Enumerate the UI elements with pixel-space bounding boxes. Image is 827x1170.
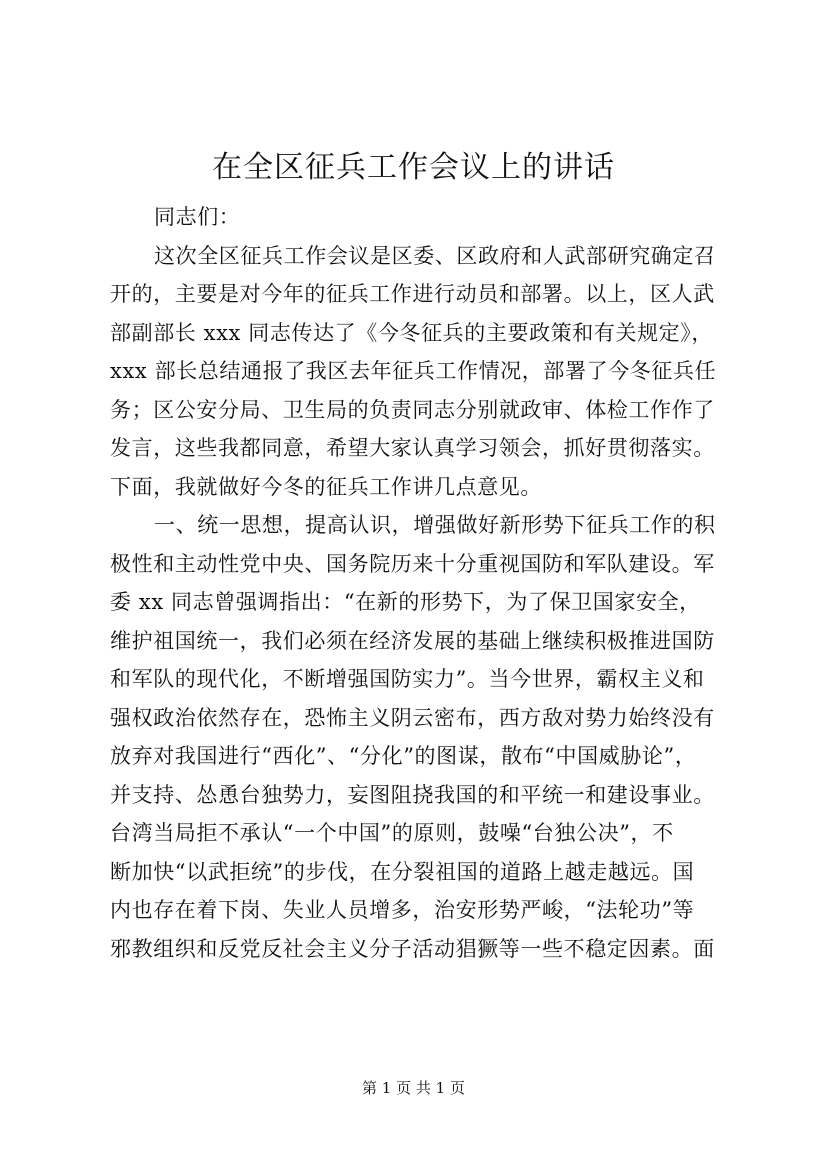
text-line: 下面，我就做好今冬的征兵工作讲几点意见。: [110, 474, 542, 499]
page-footer: 第 1 页 共 1 页: [362, 1079, 465, 1097]
text-line: 开的，主要是对今年的征兵工作进行动员和部署。以上，区人武: [110, 282, 715, 306]
text-line: 同志们：: [154, 205, 241, 229]
document-body: [110, 198, 735, 968]
text-line: 邪教组织和反党反社会主义分子活动猖獗等一些不稳定因素。面: [110, 936, 715, 961]
text-line: 委 xx 同志曾强调指出：“在新的形势下，为了保卫国家安全，: [110, 590, 701, 614]
text-line: 这次全区征兵工作会议是区委、区政府和人武部研究确定召: [154, 243, 716, 268]
text-line: 一、统一思想，提高认识，增强做好新形势下征兵工作的积: [154, 513, 716, 537]
document-title: 在全区征兵工作会议上的讲话: [212, 150, 615, 185]
text-line: 发言，这些我都同意，希望大家认真学习领会，抓好贯彻落实。: [110, 436, 715, 460]
text-line: 维护祖国统一，我们必须在经济发展的基础上继续积极推进国防: [110, 628, 715, 653]
text-line: 强权政治依然存在，恐怖主义阴云密布，西方敌对势力始终没有: [110, 705, 715, 730]
text-line: xxx 部长总结通报了我区去年征兵工作情况，部署了今冬征兵任: [110, 359, 717, 383]
text-line: 内也存在着下岗、失业人员增多，治安形势严峻，“法轮功”等: [110, 898, 695, 922]
text-line: 和军队的现代化，不断增强国防实力”。当今世界，霸权主义和: [110, 667, 705, 691]
text-line: 并支持、怂恿台独势力，妄图阻挠我国的和平统一和建设事业。: [110, 782, 715, 807]
text-line: 部副部长 xxx 同志传达了《今冬征兵的主要政策和有关规定》，: [110, 320, 713, 345]
text-line: 断加快“以武拒统”的步伐，在分裂祖国的道路上越走越远。国: [110, 859, 695, 884]
text-line: 放弃对我国进行“西化”、“分化”的图谋，散布“中国威胁论”，: [110, 744, 697, 768]
text-line: 台湾当局拒不承认“一个中国”的原则，鼓噪“台独公决”，不: [110, 821, 674, 845]
text-line: 极性和主动性党中央、国务院历来十分重视国防和军队建设。军: [110, 551, 715, 576]
text-line: 务；区公安分局、卫生局的负责同志分别就政审、体检工作作了: [110, 397, 715, 422]
